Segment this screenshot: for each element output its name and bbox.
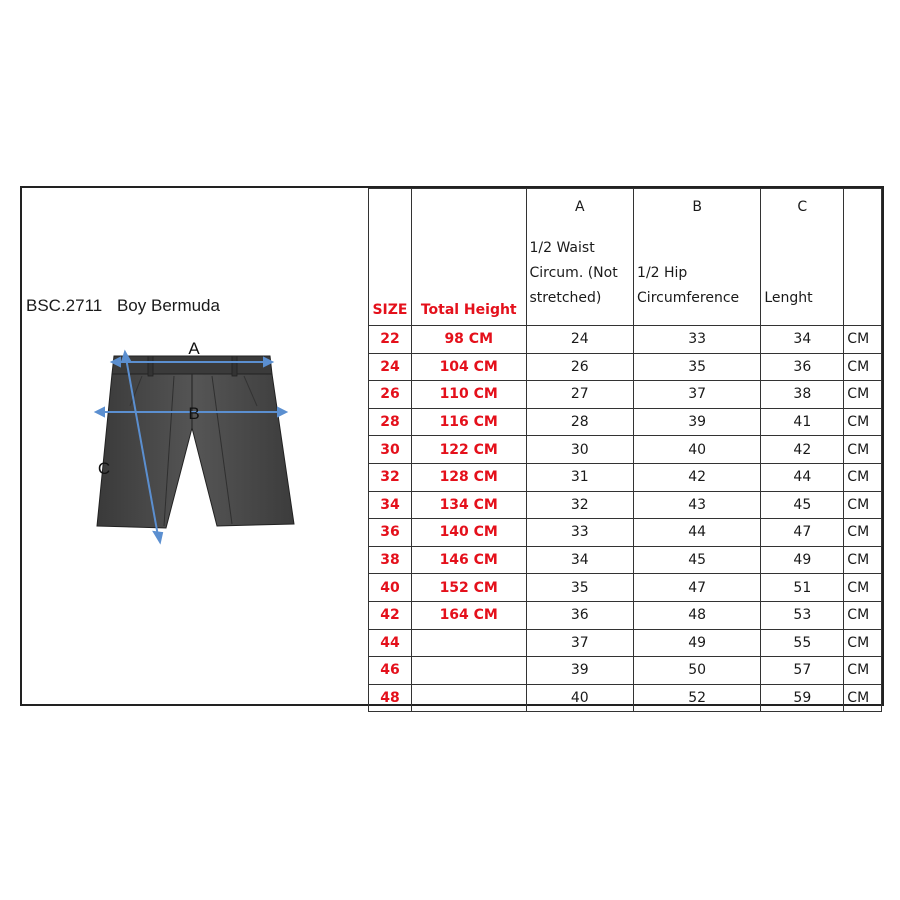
length-cell: 42 <box>761 436 844 464</box>
unit-cell: CM <box>844 684 882 712</box>
size-cell: 22 <box>369 326 412 354</box>
height-cell: 134 CM <box>411 491 526 519</box>
height-cell: 140 CM <box>411 519 526 547</box>
hip-cell: 47 <box>634 574 761 602</box>
height-cell: 98 CM <box>411 326 526 354</box>
height-cell <box>411 657 526 685</box>
bermuda-shorts-illustration <box>82 336 312 556</box>
hip-cell: 45 <box>634 546 761 574</box>
unit-cell: CM <box>844 408 882 436</box>
length-cell: 44 <box>761 463 844 491</box>
waist-cell: 34 <box>526 546 634 574</box>
hip-cell: 37 <box>634 381 761 409</box>
table-row <box>369 408 882 436</box>
hip-cell: 42 <box>634 463 761 491</box>
size-cell: 40 <box>369 574 412 602</box>
header-total-height: Total Height <box>411 189 526 326</box>
header-size: SIZE <box>369 189 412 326</box>
height-cell: 152 CM <box>411 574 526 602</box>
size-cell: 24 <box>369 353 412 381</box>
table-row <box>369 326 882 354</box>
size-cell: 36 <box>369 519 412 547</box>
size-table <box>368 188 882 712</box>
label-b: B <box>188 404 200 423</box>
unit-cell: CM <box>844 353 882 381</box>
unit-cell: CM <box>844 601 882 629</box>
waist-cell: 26 <box>526 353 634 381</box>
height-cell: 122 CM <box>411 436 526 464</box>
size-cell: 38 <box>369 546 412 574</box>
waist-cell: 35 <box>526 574 634 602</box>
table-row <box>369 519 882 547</box>
unit-cell: CM <box>844 326 882 354</box>
waist-cell: 24 <box>526 326 634 354</box>
header-unit <box>844 189 882 326</box>
table-header-row <box>369 189 882 326</box>
hip-cell: 35 <box>634 353 761 381</box>
unit-cell: CM <box>844 657 882 685</box>
length-cell: 59 <box>761 684 844 712</box>
height-cell: 128 CM <box>411 463 526 491</box>
header-hip: B 1/2 Hip Circumference <box>634 189 761 326</box>
size-chart-sheet <box>20 186 884 706</box>
unit-cell: CM <box>844 519 882 547</box>
height-cell: 110 CM <box>411 381 526 409</box>
size-cell: 30 <box>369 436 412 464</box>
size-cell: 44 <box>369 629 412 657</box>
label-a: A <box>188 339 200 358</box>
header-waist: A 1/2 Waist Circum. (Not stretched) <box>526 189 634 326</box>
unit-cell: CM <box>844 463 882 491</box>
hip-cell: 33 <box>634 326 761 354</box>
unit-cell: CM <box>844 546 882 574</box>
height-cell: 116 CM <box>411 408 526 436</box>
length-cell: 49 <box>761 546 844 574</box>
waist-cell: 31 <box>526 463 634 491</box>
height-cell: 164 CM <box>411 601 526 629</box>
size-cell: 46 <box>369 657 412 685</box>
table-row <box>369 657 882 685</box>
waist-cell: 39 <box>526 657 634 685</box>
shorts-body <box>97 374 294 528</box>
header-length: C Lenght <box>761 189 844 326</box>
length-cell: 36 <box>761 353 844 381</box>
hip-cell: 44 <box>634 519 761 547</box>
size-cell: 32 <box>369 463 412 491</box>
product-code: BSC.2711 <box>26 296 103 315</box>
unit-cell: CM <box>844 574 882 602</box>
hip-cell: 49 <box>634 629 761 657</box>
unit-cell: CM <box>844 436 882 464</box>
waist-cell: 30 <box>526 436 634 464</box>
size-cell: 48 <box>369 684 412 712</box>
unit-cell: CM <box>844 381 882 409</box>
height-cell: 104 CM <box>411 353 526 381</box>
table-row <box>369 353 882 381</box>
hip-cell: 50 <box>634 657 761 685</box>
table-row <box>369 574 882 602</box>
length-cell: 53 <box>761 601 844 629</box>
table-row <box>369 381 882 409</box>
waistband <box>112 356 272 374</box>
waist-cell: 28 <box>526 408 634 436</box>
table-row <box>369 629 882 657</box>
waist-cell: 36 <box>526 601 634 629</box>
height-cell <box>411 684 526 712</box>
product-title <box>26 296 220 316</box>
height-cell: 146 CM <box>411 546 526 574</box>
product-name: Boy Bermuda <box>116 296 220 315</box>
table-row <box>369 546 882 574</box>
length-cell: 51 <box>761 574 844 602</box>
length-cell: 55 <box>761 629 844 657</box>
table-row <box>369 436 882 464</box>
size-cell: 42 <box>369 601 412 629</box>
table-row <box>369 601 882 629</box>
length-cell: 47 <box>761 519 844 547</box>
length-cell: 41 <box>761 408 844 436</box>
hip-cell: 48 <box>634 601 761 629</box>
hip-cell: 39 <box>634 408 761 436</box>
hip-cell: 43 <box>634 491 761 519</box>
length-cell: 34 <box>761 326 844 354</box>
waist-cell: 32 <box>526 491 634 519</box>
hip-cell: 52 <box>634 684 761 712</box>
table-row <box>369 491 882 519</box>
height-cell <box>411 629 526 657</box>
table-row <box>369 684 882 712</box>
waist-cell: 27 <box>526 381 634 409</box>
length-cell: 45 <box>761 491 844 519</box>
unit-cell: CM <box>844 629 882 657</box>
waist-cell: 37 <box>526 629 634 657</box>
waist-cell: 40 <box>526 684 634 712</box>
hip-cell: 40 <box>634 436 761 464</box>
unit-cell: CM <box>844 491 882 519</box>
size-cell: 28 <box>369 408 412 436</box>
size-cell: 34 <box>369 491 412 519</box>
length-cell: 57 <box>761 657 844 685</box>
table-row <box>369 463 882 491</box>
size-cell: 26 <box>369 381 412 409</box>
waist-cell: 33 <box>526 519 634 547</box>
length-cell: 38 <box>761 381 844 409</box>
label-c: C <box>97 459 111 478</box>
